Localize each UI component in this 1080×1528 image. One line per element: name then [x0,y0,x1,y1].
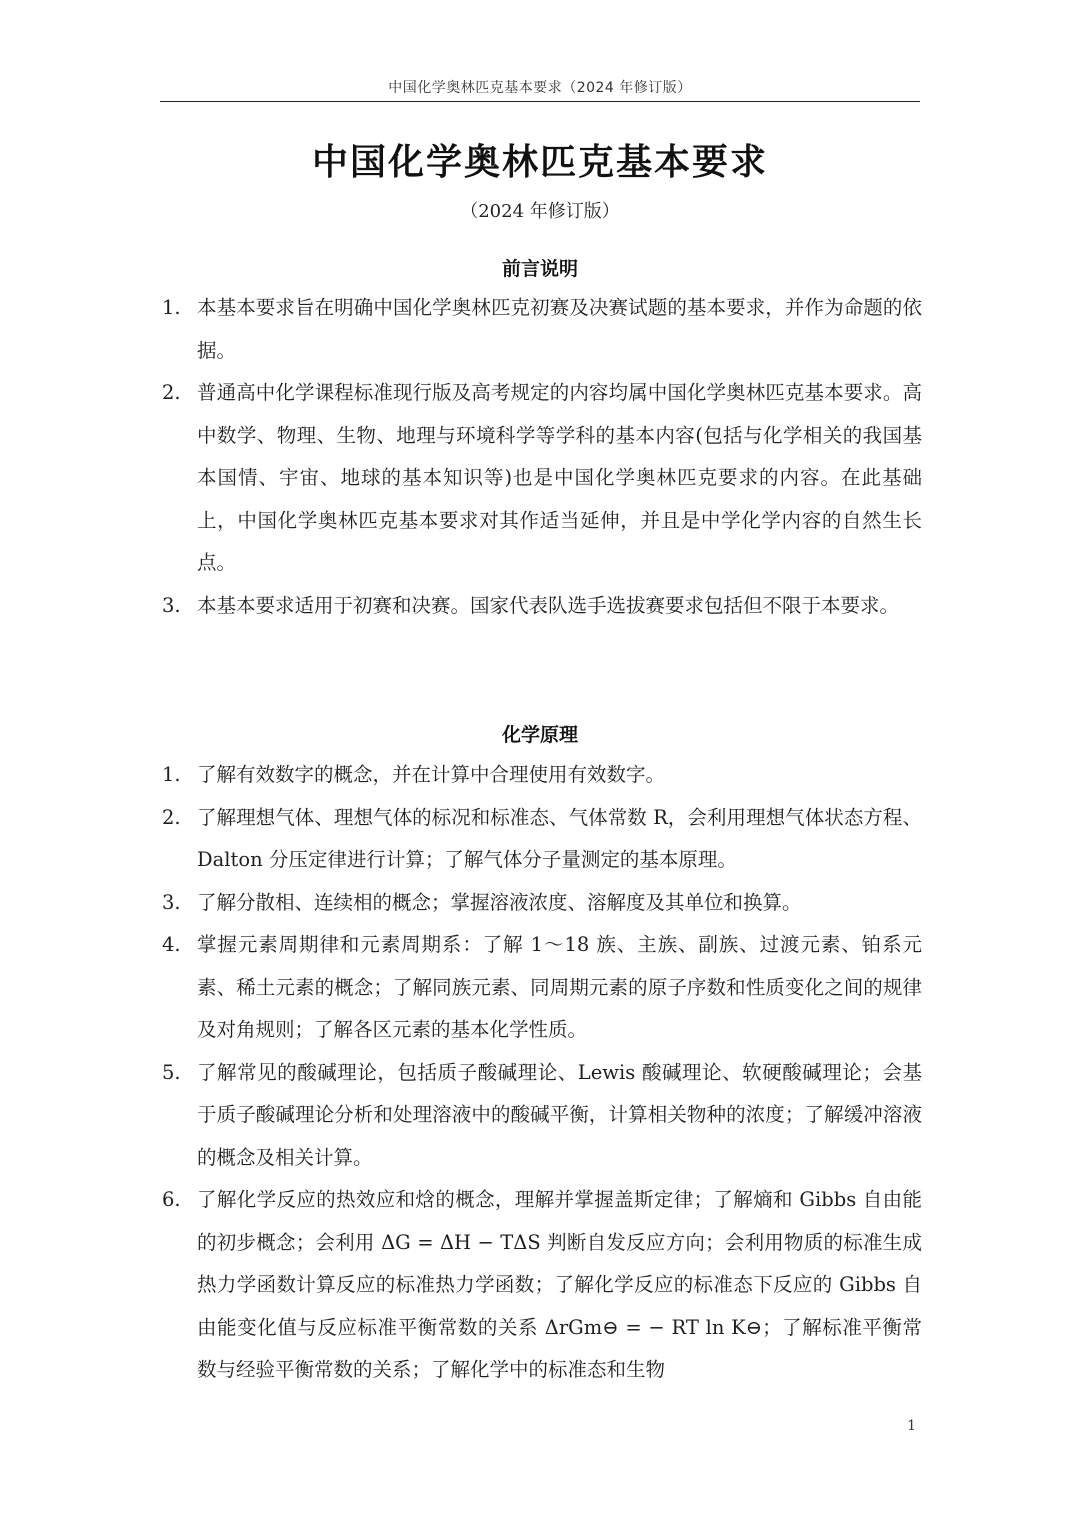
list-item [160,287,922,372]
item-number: 1. [162,296,181,319]
item-number: 3. [162,593,181,617]
section-heading-principles: 化学原理 [501,724,578,746]
list-item [160,585,922,628]
principles-list [160,754,922,1392]
document-subtitle: （2024 年修订版） [460,201,620,222]
item-text: 了解有效数字的概念，并在计算中合理使用有效数字。 [197,763,666,786]
item-number: 2. [162,381,181,404]
item-text: 本基本要求旨在明确中国化学奥林匹克初赛及决赛试题的基本要求，并作为命题的依据。 [197,296,922,362]
item-number: 1. [162,763,181,786]
list-item [160,372,922,585]
section-heading-preface: 前言说明 [501,258,578,280]
list-item [160,754,922,797]
item-number: 2. [162,805,181,829]
item-number: 3. [162,890,181,914]
list-item [160,882,922,925]
list-item [160,924,922,1052]
item-text: 掌握元素周期律和元素周期系：了解 1～18 族、主族、副族、过渡元素、铂系元素、稀土元素的概念；了解同族元素、同周期元素的原子序数和性质变化之间的规律及对角规则；了解各区元素的基本化学性质。 [197,933,922,1041]
document-title: 中国化学奥林匹克基本要求 [311,142,768,183]
item-text: 本基本要求适用于初赛和决赛。国家代表队选手选拔赛要求包括但不限于本要求。 [197,593,900,617]
item-text: 了解分散相、连续相的概念；掌握溶液浓度、溶解度及其单位和换算。 [197,890,802,914]
item-text: 了解理想气体、理想气体的标况和标准态、气体常数 R，会利用理想气体状态方程、Dalton 分压定律进行计算；了解气体分子量测定的基本原理。 [197,805,922,871]
item-number: 5. [162,1060,181,1084]
list-item [160,1052,922,1180]
item-text: 了解常见的酸碱理论，包括质子酸碱理论、Lewis 酸碱理论、软硬酸碱理论；会基于质子酸碱理论分析和处理溶液中的酸碱平衡，计算相关物种的浓度；了解缓冲溶液的概念及相关计算。 [197,1060,922,1169]
running-header: 中国化学奥林匹克基本要求（2024 年修订版） [388,80,692,96]
item-number: 4. [162,933,181,956]
preface-list [160,287,922,627]
list-item [160,1179,922,1392]
header-rule [160,101,920,102]
page-number: 1 [907,1418,916,1434]
item-number: 6. [162,1188,181,1211]
list-item [160,797,922,882]
item-text: 了解化学反应的热效应和焓的概念，理解并掌握盖斯定律；了解熵和 Gibbs 自由能的初步概念；会利用 ΔG = ΔH − TΔS 判断自发反应方向；会利用物质的标准生成热力学函数计算反应的标准热力学函数；了解化学反应的标准态下反应的 Gibbs 自由能变化值与反应标准平衡常数的关系 ΔrGm⊖ = − RT ln K⊖；了解标准平衡常数与经验平衡常数的关系；了解化学中的标准态和生物 [197,1188,922,1381]
item-text: 普通高中化学课程标准现行版及高考规定的内容均属中国化学奥林匹克基本要求。高中数学、物理、生物、地理与环境科学等学科的基本内容(包括与化学相关的我国基本国情、宇宙、地球的基本知识等)也是中国化学奥林匹克要求的内容。在此基础上，中国化学奥林匹克基本要求对其作适当延伸，并且是中学化学内容的自然生长点。 [197,381,922,574]
